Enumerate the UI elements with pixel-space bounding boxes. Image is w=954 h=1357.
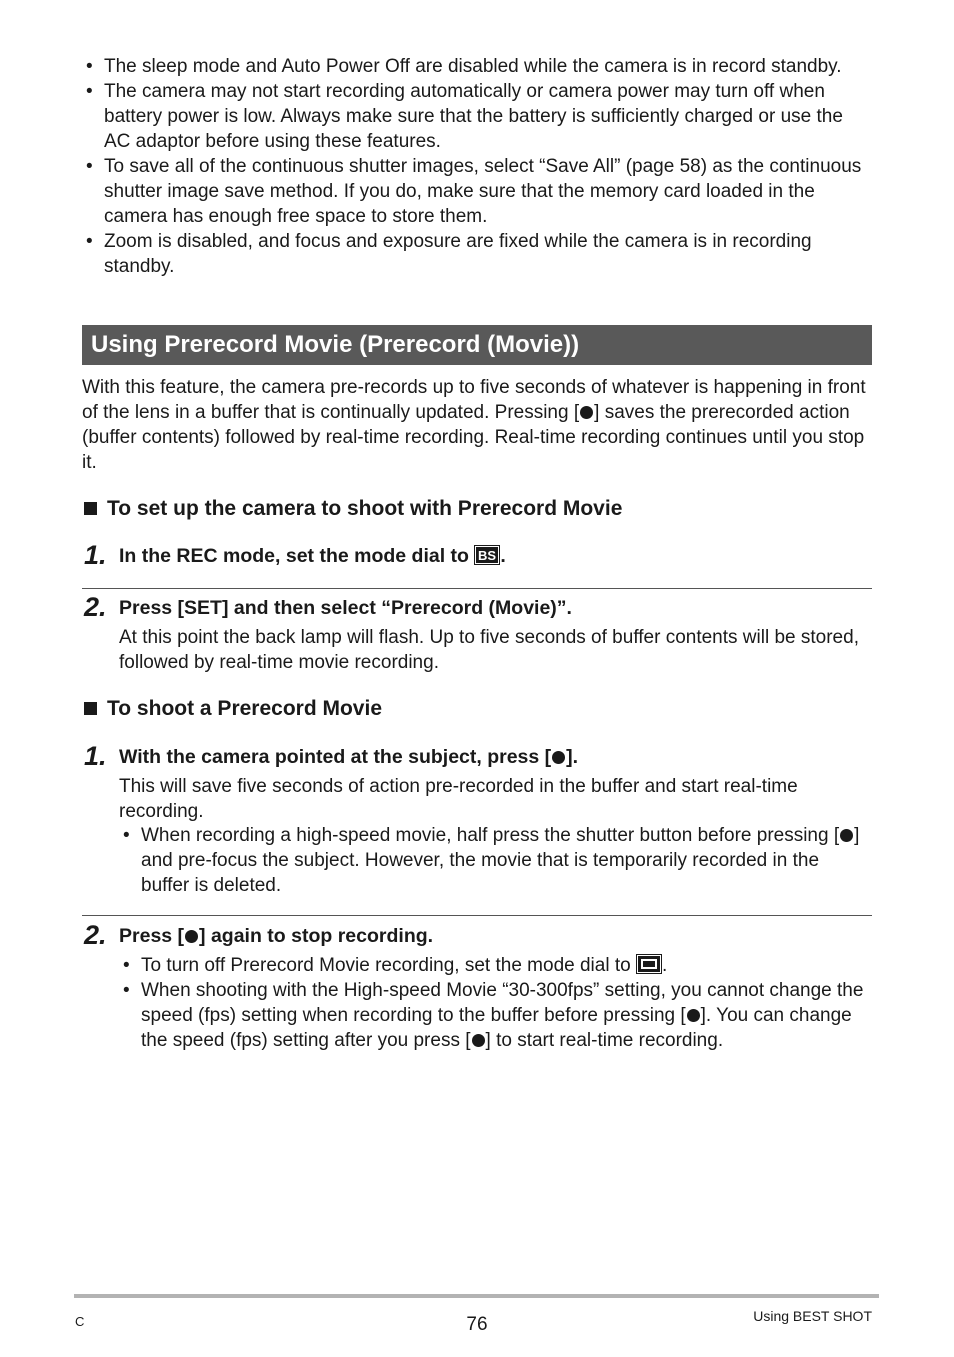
record-button-icon bbox=[840, 829, 853, 842]
note-text-a: When recording a high-speed movie, half press the shutter button before pressing [ bbox=[141, 825, 840, 846]
shoot-heading-text: To shoot a Prerecord Movie bbox=[107, 697, 382, 720]
intro-text-1: With this feature, the camera pre-records up to five seconds of whatever is happening in front of the lens in a buffer that is continually updated. Pressing [ bbox=[82, 377, 866, 423]
shoot-step2-notes bbox=[119, 953, 872, 1053]
square-bullet-icon bbox=[84, 502, 97, 515]
note-item bbox=[119, 978, 872, 1053]
record-button-icon bbox=[580, 406, 593, 419]
setup-heading-text: To set up the camera to shoot with Prerecord Movie bbox=[107, 497, 623, 520]
record-button-icon bbox=[472, 1034, 485, 1047]
note-text-a: When shooting with the High-speed Movie “30-300fps” setting, you cannot change the speed (fps) setting when recording to the buffer before pressing [ bbox=[141, 980, 864, 1026]
note-item: • Zoom is disabled, and focus and exposure are fixed while the camera is in recording standby. bbox=[82, 229, 872, 279]
section-title: Using Prerecord Movie (Prerecord (Movie)) bbox=[82, 325, 872, 365]
setup-step1-end: . bbox=[500, 545, 506, 567]
shoot-step1-text-a: With the camera pointed at the subject, press [ bbox=[119, 746, 552, 768]
divider bbox=[82, 915, 872, 916]
top-notes-list bbox=[82, 54, 872, 279]
footer-chapter: Using BEST SHOT bbox=[753, 1308, 872, 1324]
page-number: 76 bbox=[466, 1314, 488, 1335]
note-text-b: ]. You can change the speed (fps) setting after you press [ bbox=[141, 1005, 852, 1051]
note-item: • The camera may not start recording automatically or camera power may turn off when battery power is low. Always make sure that the battery is sufficiently charged or use the AC adaptor before using these features. bbox=[82, 79, 872, 154]
setup-step2-body: At this point the back lamp will flash. Up to five seconds of buffer contents will be stored, followed by real-time movie recording. bbox=[119, 627, 859, 673]
note-text-a: To turn off Prerecord Movie recording, set the mode dial to bbox=[141, 955, 631, 976]
shoot-step1-notes bbox=[119, 823, 872, 898]
intro-paragraph bbox=[82, 375, 872, 475]
note-text-c: ] to start real-time recording. bbox=[485, 1030, 724, 1051]
record-button-icon bbox=[687, 1009, 700, 1022]
record-button-icon bbox=[552, 751, 565, 764]
setup-step1-number: 1. bbox=[84, 540, 107, 570]
movie-mode-icon bbox=[636, 954, 662, 974]
note-item bbox=[119, 953, 872, 978]
shoot-step2-text-a: Press [ bbox=[119, 925, 185, 947]
square-bullet-icon bbox=[84, 702, 97, 715]
note-item bbox=[119, 823, 872, 898]
best-shot-icon-label: BS bbox=[478, 548, 497, 563]
note-item: • To save all of the continuous shutter images, select “Save All” (page 58) as the continuous shutter image save method. If you do, make sure that the memory card loaded in the camera has enough free space to store them. bbox=[82, 154, 872, 229]
shoot-heading bbox=[84, 696, 874, 722]
best-shot-mode-icon bbox=[474, 545, 500, 565]
shoot-step1-text-b: ]. bbox=[566, 746, 579, 768]
shoot-step1-number: 1. bbox=[84, 741, 107, 771]
setup-step2-title: Press [SET] and then select “Prerecord (Movie)”. bbox=[119, 597, 572, 619]
footer-language-code: C bbox=[75, 1314, 85, 1329]
shoot-step2-title bbox=[119, 924, 869, 949]
intro-text-2: ] saves the prerecorded action (buffer contents) followed by real-time recording. Real-time recording continues until you stop it. bbox=[82, 402, 865, 473]
record-button-icon bbox=[185, 930, 198, 943]
shoot-step2-number: 2. bbox=[84, 920, 107, 950]
setup-step1-text: In the REC mode, set the mode dial to bbox=[119, 545, 469, 567]
setup-step2-number: 2. bbox=[84, 592, 107, 622]
note-text-b: ] and pre-focus the subject. However, the movie that is temporarily recorded in the buffer is deleted. bbox=[141, 825, 860, 896]
setup-step1-title bbox=[119, 544, 869, 569]
shoot-step2-text-b: ] again to stop recording. bbox=[199, 925, 434, 947]
footer-rule bbox=[74, 1294, 879, 1298]
shoot-step1-body: This will save five seconds of action pre-recorded in the buffer and start real-time recording. bbox=[119, 776, 798, 822]
note-text-b: . bbox=[661, 955, 668, 976]
setup-heading bbox=[84, 496, 874, 522]
shoot-step1-title bbox=[119, 745, 869, 770]
divider bbox=[82, 588, 872, 589]
note-item: • The sleep mode and Auto Power Off are disabled while the camera is in record standby. bbox=[82, 54, 872, 79]
